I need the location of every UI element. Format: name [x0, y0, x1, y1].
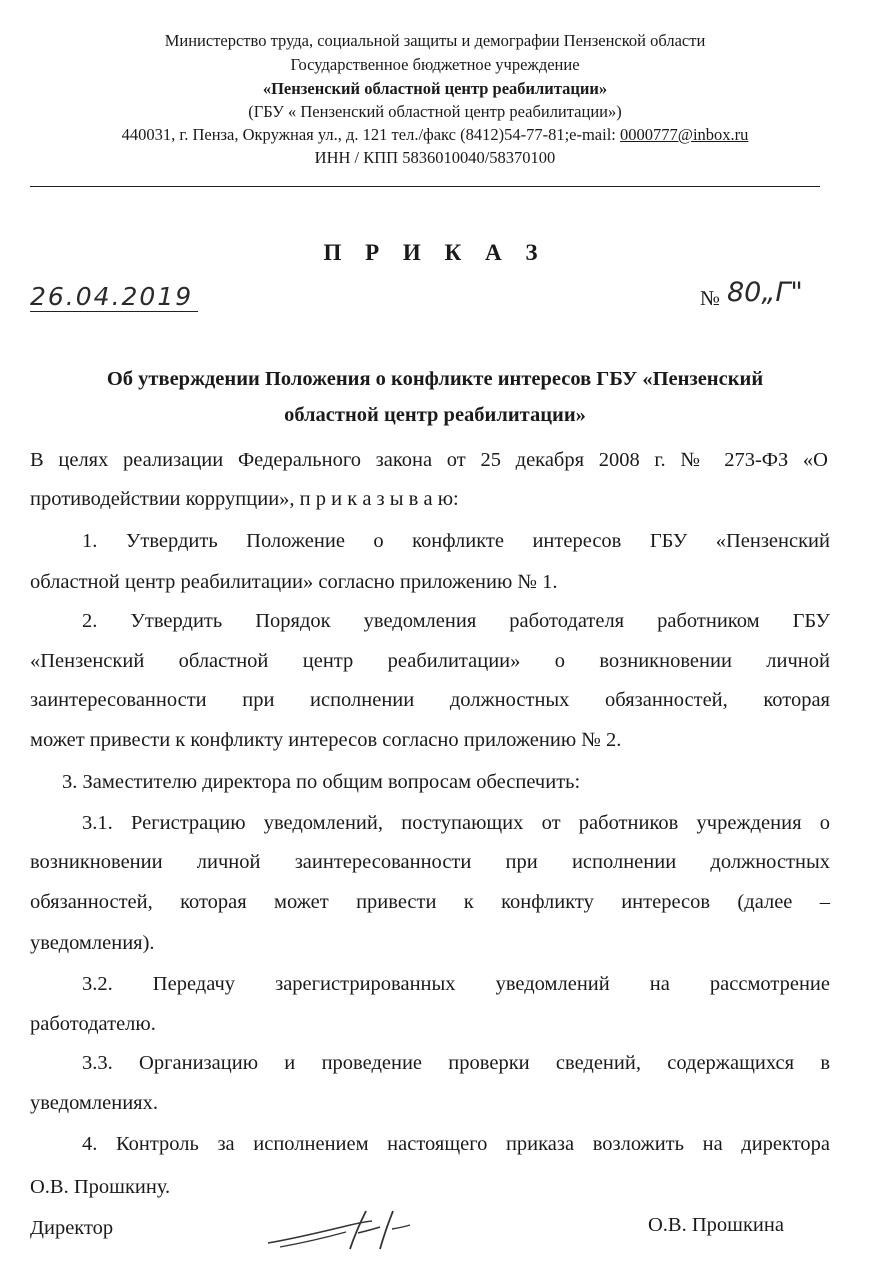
item-2-line-2: «Пензенский областной центр реабилитации» о возникновении личной: [30, 650, 830, 672]
header-divider: [30, 186, 820, 187]
item-4-line-2: О.В. Прошкину.: [30, 1176, 171, 1198]
ministry-name: Министерство труда, социальной защиты и демографии Пензенской области: [164, 31, 706, 50]
item-1-line-1: 1. Утвердить Положение о конфликте интересов ГБУ «Пензенский: [82, 530, 830, 552]
subject-line-1: Об утверждении Положения о конфликте интересов ГБУ «Пензенский: [106, 368, 764, 390]
item-3-1-line-1: 3.1. Регистрацию уведомлений, поступающих от работников учреждения о: [82, 812, 830, 834]
item-3-1-line-3: обязанностей, которая может привести к конфликту интересов (далее –: [30, 891, 830, 913]
item-2-line-3: заинтересованности при исполнении должностных обязанностей, которая: [30, 689, 830, 711]
item-3-3-line-1: 3.3. Организацию и проведение проверки сведений, содержащихся в: [82, 1052, 830, 1074]
item-3-1-line-4: уведомления).: [30, 932, 155, 954]
institution-short-name: (ГБУ « Пензенский областной центр реабилитации»): [248, 102, 622, 121]
item-3-2-line-2: работодателю.: [30, 1013, 156, 1035]
handwritten-date: 26.04.2019: [30, 282, 194, 311]
institution-name: «Пензенский областной центр реабилитации»: [262, 79, 608, 98]
item-2-line-1: 2. Утвердить Порядок уведомления работодателя работником ГБУ: [82, 610, 830, 632]
preamble-line-2: противодействии коррупции», п р и к а з ы в а ю:: [30, 488, 459, 510]
email-link[interactable]: 0000777@inbox.ru: [620, 125, 749, 144]
institution-type: Государственное бюджетное учреждение: [290, 55, 580, 74]
signature-image: [262, 1205, 412, 1253]
item-2-line-4: может привести к конфликту интересов согласно приложению № 2.: [30, 729, 622, 751]
preamble-line-1: В целях реализации Федерального закона от 25 декабря 2008 г. № 273-ФЗ «О: [30, 449, 828, 471]
item-4-line-1: 4. Контроль за исполнением настоящего приказа возложить на директора: [82, 1133, 830, 1155]
number-label: №: [700, 286, 721, 310]
subject-line-2: областной центр реабилитации»: [284, 404, 586, 426]
handwritten-number: 80„Г": [727, 277, 803, 308]
address-line: [0, 124, 870, 146]
item-3-2-line-1: 3.2. Передачу зарегистрированных уведомлений на рассмотрение: [82, 973, 830, 995]
item-3: 3. Заместителю директора по общим вопросам обеспечить:: [62, 771, 581, 793]
address-text: 440031, г. Пенза, Окружная ул., д. 121 тел./факс (8412)54-77-81;e-mail:: [121, 125, 621, 144]
signer-name: О.В. Прошкина: [648, 1214, 784, 1236]
date-underline: [30, 311, 198, 312]
document-title: П Р И К А З: [323, 240, 547, 265]
director-title: Директор: [30, 1217, 114, 1239]
item-3-3-line-2: уведомлениях.: [30, 1092, 158, 1114]
item-1-line-2: областной центр реабилитации» согласно приложению № 1.: [30, 571, 558, 593]
inn-kpp: ИНН / КПП 5836010040/58370100: [314, 148, 556, 167]
item-3-1-line-2: возникновении личной заинтересованности при исполнении должностных: [30, 851, 830, 873]
